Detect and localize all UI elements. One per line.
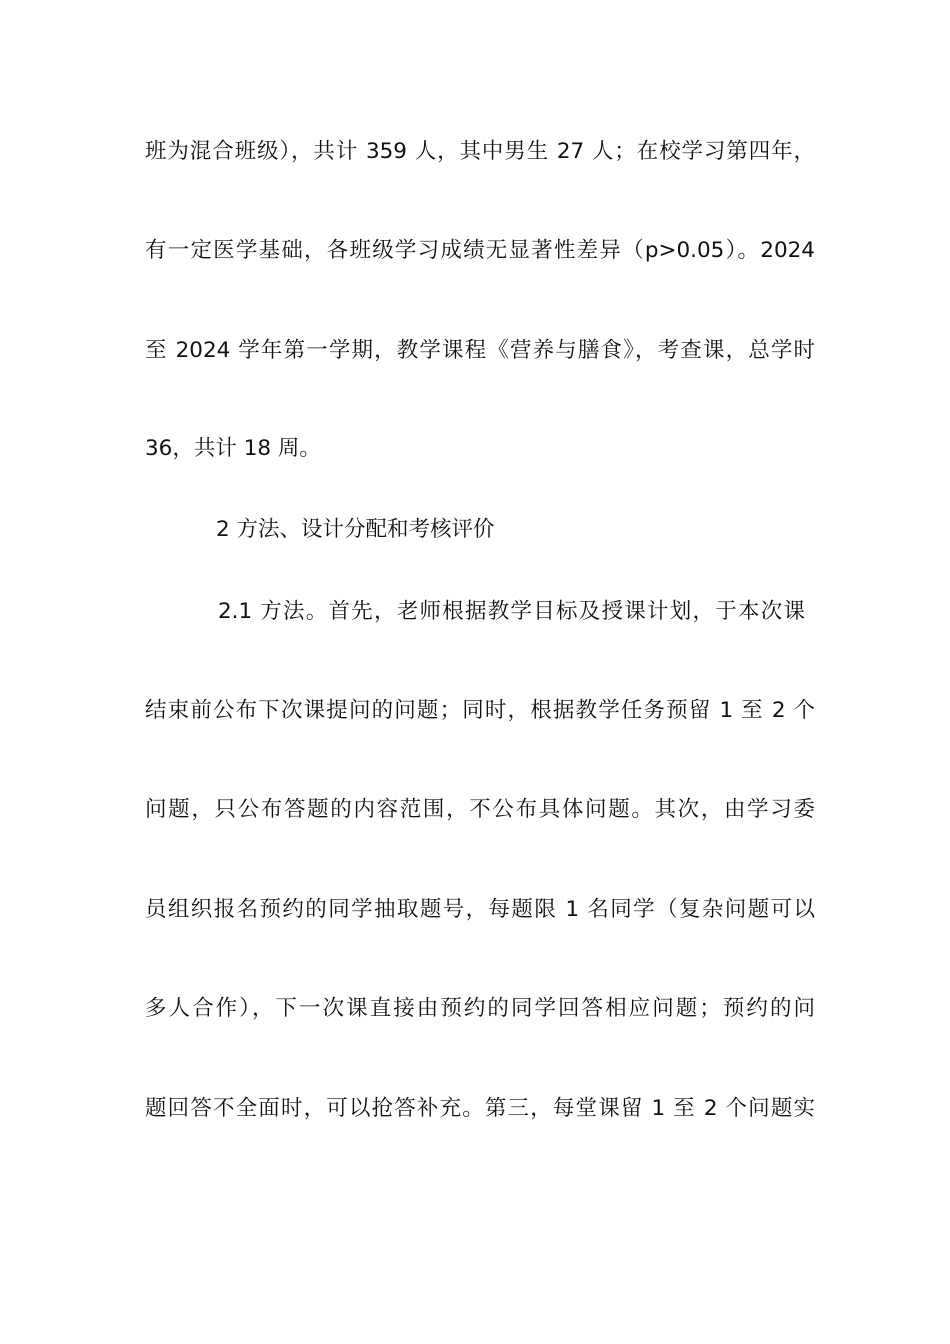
paragraph-line-10: 多人合作），下一次课直接由预约的同学回答相应问题；预约的问 (145, 996, 815, 1021)
section-heading: 2 方法、设计分配和考核评价 (216, 517, 495, 542)
paragraph-line-2: 有一定医学基础，各班级学习成绩无显著性差异（p>0.05）。2024 (145, 238, 815, 263)
paragraph-line-1: 班为混合班级），共计 359 人，其中男生 27 人；在校学习第四年， (145, 139, 815, 164)
paragraph-line-6: 2.1 方法。首先，老师根据教学目标及授课计划，于本次课 (218, 599, 805, 624)
paragraph-line-3: 至 2024 学年第一学期，教学课程《营养与膳食》，考查课，总学时 (145, 338, 815, 363)
paragraph-line-11: 题回答不全面时，可以抢答补充。第三，每堂课留 1 至 2 个问题实 (145, 1096, 815, 1121)
paragraph-line-9: 员组织报名预约的同学抽取题号，每题限 1 名同学（复杂问题可以 (145, 897, 815, 922)
paragraph-line-7: 结束前公布下次课提问的问题；同时，根据教学任务预留 1 至 2 个 (145, 698, 815, 723)
paragraph-line-8: 问题，只公布答题的内容范围，不公布具体问题。其次，由学习委 (145, 797, 815, 822)
paragraph-line-4: 36，共计 18 周。 (145, 436, 321, 461)
